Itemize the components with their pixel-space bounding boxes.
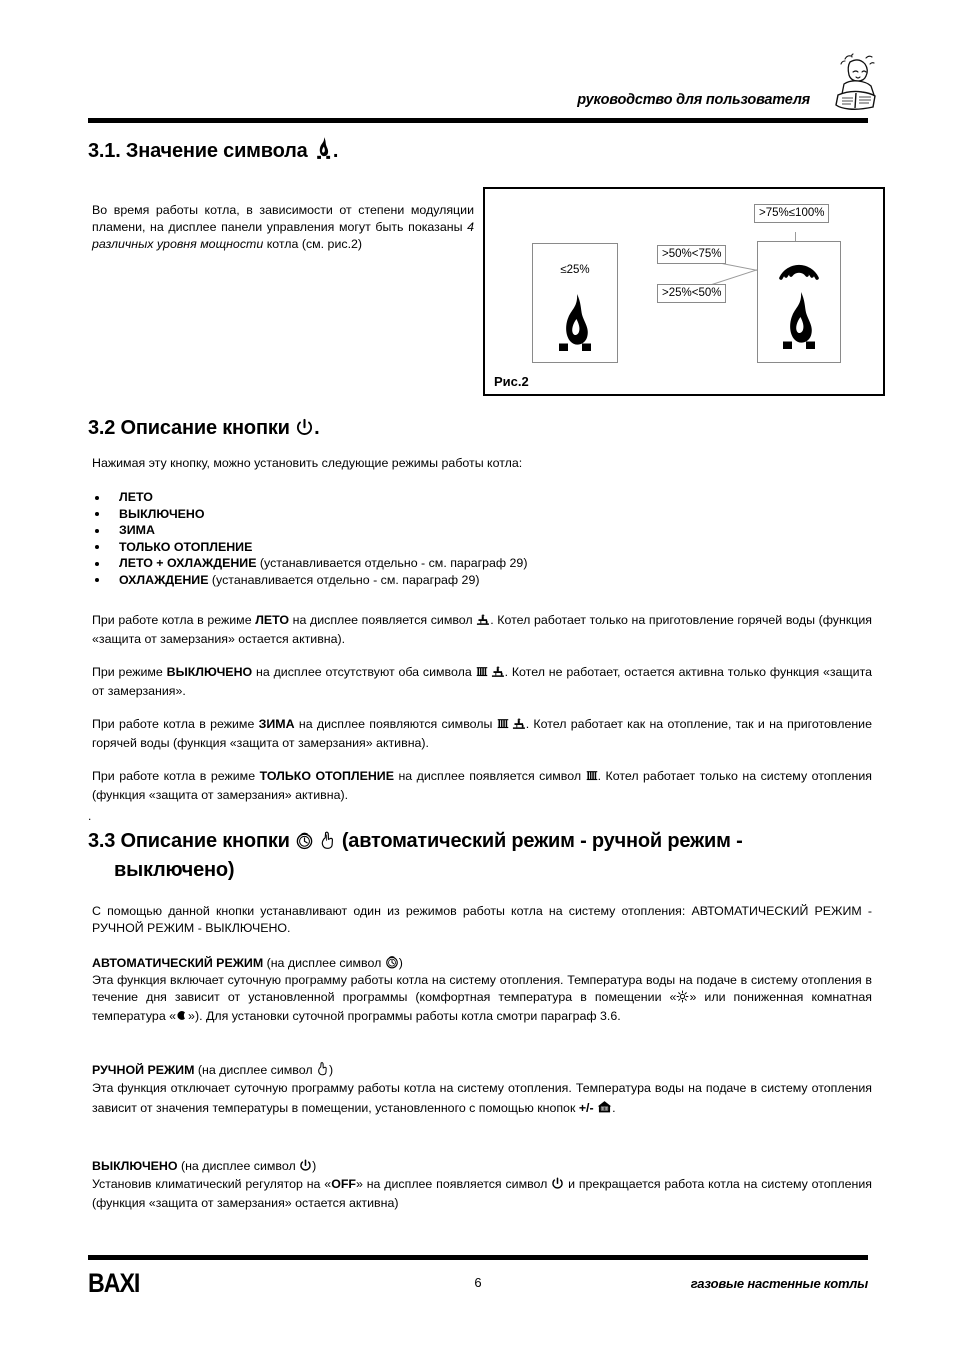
list-item: [92, 572, 792, 589]
block-auto-body: [92, 972, 872, 1026]
moon-icon: [176, 1009, 188, 1027]
footer-divider: [88, 1255, 868, 1260]
paragraph-mode-winter: [92, 716, 872, 752]
bullet-icon: [95, 496, 99, 500]
person-reading-manual-icon: [828, 50, 884, 112]
text-run: . Котел работает только на систему отопления (функция «защита от замерзания» активна).: [92, 769, 872, 802]
clock-icon: [295, 831, 314, 858]
list-item: [92, 522, 792, 539]
section-3-3-heading-mid: (автоматический режим - ручной режим -: [341, 830, 743, 852]
power-icon: [299, 1159, 312, 1177]
section-3-3-heading-line2: выключено): [114, 858, 235, 881]
plus-minus-label: +/-: [578, 1101, 594, 1115]
text-run: и прекращается работа котла на систему отопления (функция «защита от замерзания» остается активна): [92, 1177, 872, 1210]
sun-icon: [676, 990, 689, 1008]
section-3-1-heading-suffix: .: [332, 140, 339, 162]
radiator-icon: [476, 665, 488, 683]
mode-name-inline: ЛЕТО: [255, 613, 290, 627]
text-run: (на дисплее символ: [194, 1063, 317, 1077]
power-icon: [295, 418, 314, 445]
text-run: . Котел не работает, остается активна только функция «защита от замерзания».: [92, 665, 872, 698]
text-run: ): [312, 1159, 317, 1173]
text-run: » или пониженная комнатная температура «: [92, 989, 872, 1023]
text-run: . Котел работает только на приготовление горячей воды (функция «защита от замерзания» остается активна).: [92, 613, 872, 646]
header-divider: [88, 118, 868, 123]
text-run: .: [612, 1101, 616, 1115]
list-item: [92, 539, 792, 556]
paragraph-mode-off: [92, 664, 872, 700]
figure-2: [483, 187, 885, 396]
text-run: При работе котла в режиме: [92, 769, 260, 783]
off-label: OFF: [331, 1177, 356, 1191]
flame-icon: [777, 290, 821, 357]
section-3-1-heading: [88, 136, 338, 168]
text-run: При режиме: [92, 665, 167, 679]
section-3-2-intro: Нажимая эту кнопку, можно установить следующие режимы работы котла:: [92, 456, 523, 470]
text-run: » на дисплее появляется символ: [355, 1177, 552, 1191]
mode-list: [92, 489, 792, 589]
text-run: При работе котла в режиме: [92, 717, 259, 731]
mode-name: ОХЛАЖДЕНИЕ: [119, 572, 209, 587]
callout-25-50: >25%<50%: [657, 284, 726, 303]
mode-note: (устанавливается отдельно - см. параграф 29): [256, 556, 528, 571]
bullet-icon: [95, 545, 99, 549]
bullet-icon: [95, 529, 99, 533]
bullet-icon: [95, 562, 99, 566]
bullet-icon: [95, 512, 99, 516]
text-run: ): [329, 1063, 334, 1077]
callout-50-75: >50%<75%: [657, 245, 726, 264]
pointing-hand-icon: [319, 830, 336, 858]
paragraph-part-1: Во время работы котла, в зависимости от степени модуляции пламени, на дисплее панели управления могут быть показаны: [92, 203, 474, 234]
mode-name: ЛЕТО: [119, 490, 153, 504]
mode-name-inline: ЗИМА: [258, 717, 295, 731]
flame-icon: [313, 136, 333, 168]
mode-note: (устанавливается отдельно - см. параграф 29): [208, 572, 480, 587]
section-3-3-heading: [88, 829, 868, 883]
list-item: [92, 555, 792, 572]
section-3-3-intro: С помощью данной кнопки устанавливают один из режимов работы котла на систему отопления: АВТОМАТИЧЕСКИЙ РЕЖИМ - РУЧНОЙ РЕЖИМ - ВЫКЛЮЧЕНО.: [92, 904, 872, 935]
bullet-icon: [95, 578, 99, 582]
tap-icon: [512, 717, 526, 735]
house-thermostat-icon: [597, 1100, 612, 1120]
text-run: . Котел работает как на отопление, так и на приготовление горячей воды (функция «защита от замерзания» активна).: [92, 717, 872, 750]
text-run: Установив климатический регулятор на «: [92, 1177, 332, 1191]
display-low-power-label: ≤25%: [560, 264, 590, 276]
block-off-title: [92, 1158, 872, 1177]
flame-icon: [553, 292, 597, 359]
mode-name: ВЫКЛЮЧЕНО: [119, 506, 205, 521]
display-high-power: [757, 241, 841, 363]
list-item: [92, 506, 792, 523]
text-run: »). Для установки суточной программы работы котла смотри параграф 3.6.: [188, 1008, 621, 1023]
paragraph-part-2: котла (см. рис.2): [263, 236, 363, 251]
paragraph-mode-summer: [92, 612, 872, 648]
block-off-body: [92, 1176, 872, 1212]
display-low-power: [532, 243, 618, 363]
list-item: [92, 489, 792, 506]
paragraph-italic-emphasis: 4 различных уровня мощности: [92, 219, 474, 251]
text-run: на дисплее отсутствуют оба символа: [252, 665, 476, 679]
tap-icon: [476, 613, 490, 631]
radiator-icon: [497, 717, 509, 735]
mode-name: ЛЕТО + ОХЛАЖДЕНИЕ: [119, 556, 257, 571]
text-run: Эта функция включает суточную программу работы котла на систему отопления. Температура воды на подаче в систему отопления в течение дня зависит от установленной программы (комфортная температура в помещении «: [92, 973, 872, 1004]
stray-period: .: [88, 809, 92, 823]
flame-power-arcs-icon: [775, 256, 823, 287]
section-3-2-heading-suffix: .: [314, 417, 320, 439]
mode-name: ЗИМА: [119, 523, 155, 538]
text-run: (на дисплее символ: [263, 956, 385, 970]
baxi-logo: BAXI: [88, 1268, 140, 1298]
section-3-3-heading-text: 3.3 Описание кнопки: [88, 830, 290, 852]
text-run: При работе котла в режиме: [92, 613, 256, 627]
mode-name-inline: ВЫКЛЮЧЕНО: [166, 665, 253, 679]
mode-name: ТОЛЬКО ОТОПЛЕНИЕ: [119, 539, 253, 554]
section-3-2-heading-text: 3.2 Описание кнопки: [88, 417, 290, 439]
block-title: ВЫКЛЮЧЕНО: [92, 1159, 178, 1173]
footer-tagline: газовые настенные котлы: [690, 1276, 868, 1291]
text-run: Эта функция отключает суточную программу работы котла на систему отопления. Температура воды на подаче в систему отопления зависит от значения температуры в помещении, установленного с помощью кнопок: [92, 1081, 872, 1115]
power-icon: [551, 1177, 564, 1195]
figure-caption: Рис.2: [494, 374, 529, 389]
section-3-1-heading-text: 3.1. Значение символа: [88, 140, 308, 162]
section-3-1-paragraph: [92, 202, 474, 252]
block-title: АВТОМАТИЧЕСКИЙ РЕЖИМ: [92, 956, 264, 970]
block-title: РУЧНОЙ РЕЖИМ: [92, 1063, 195, 1077]
page-header: [88, 52, 868, 118]
text-run: ): [398, 956, 403, 970]
block-manual-body: [92, 1078, 872, 1120]
text-run: на дисплее появляется символ: [393, 769, 586, 783]
page-footer: [88, 1268, 868, 1302]
text-run: на дисплее появляется символ: [289, 613, 477, 627]
section-3-2-heading: [88, 416, 319, 445]
text-run: на дисплее появляются символы: [294, 717, 497, 731]
page-number: 6: [474, 1275, 482, 1290]
callout-75-100: >75%≤100%: [754, 204, 829, 223]
block-auto-title: [92, 955, 872, 974]
header-title: руководство для пользователя: [577, 92, 810, 108]
clock-icon: [385, 955, 399, 974]
paragraph-mode-heating-only: [92, 768, 872, 804]
tap-icon: [491, 665, 505, 683]
text-run: (на дисплее символ: [177, 1159, 300, 1173]
radiator-icon: [586, 769, 598, 787]
mode-name-inline: ТОЛЬКО ОТОПЛЕНИЕ: [259, 769, 394, 783]
